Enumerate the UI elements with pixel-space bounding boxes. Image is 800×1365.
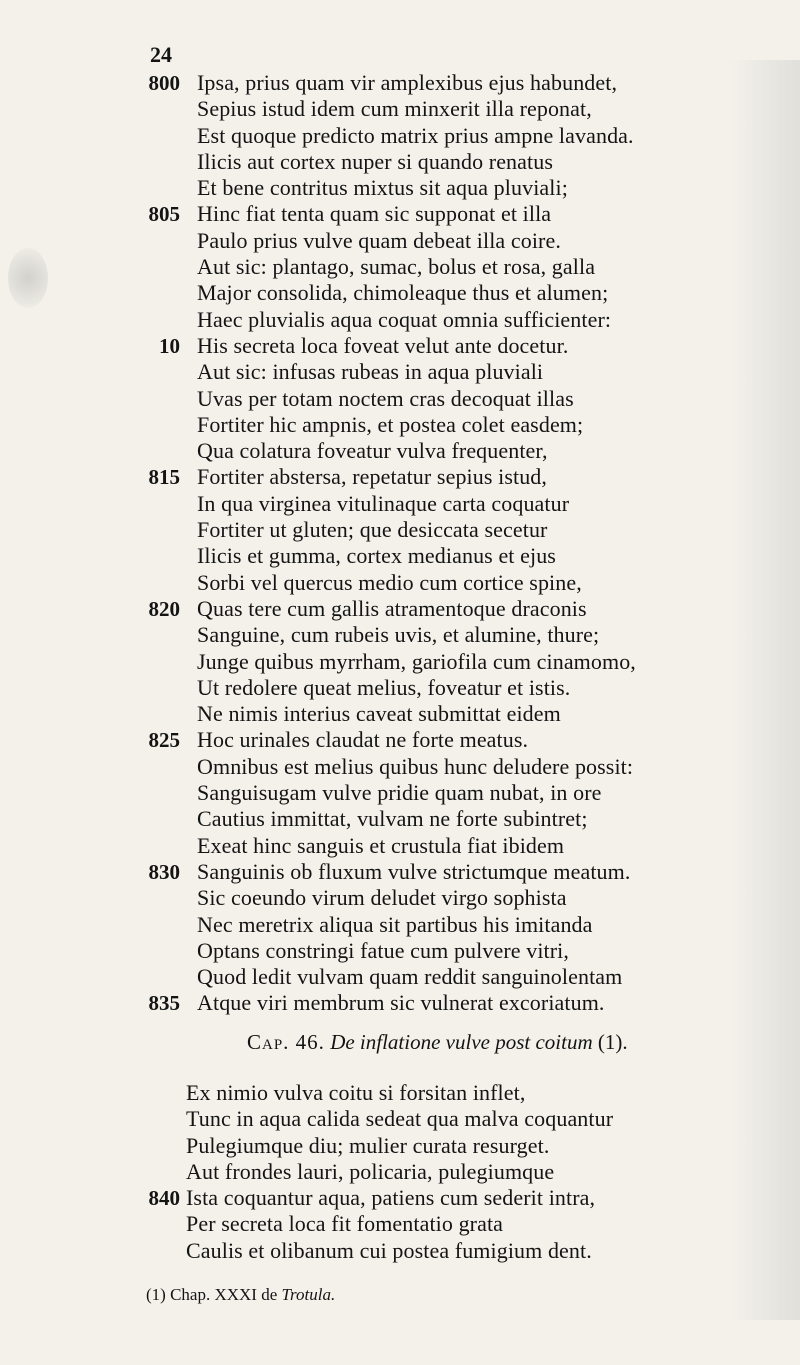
- verse-text: Sorbi vel quercus medio cum cortice spine,: [197, 569, 582, 595]
- verse-text: Ista coquantur aqua, patiens cum sederit intra,: [186, 1185, 596, 1211]
- verse-text: Fortiter ut gluten; que desiccata secetur: [197, 517, 548, 543]
- verse-line: [0, 675, 800, 701]
- verse-text: Quas tere cum gallis atramentoque draconis: [197, 595, 587, 621]
- verse-line: [0, 543, 800, 569]
- chapter-note-ref: (1).: [597, 1030, 628, 1054]
- verse-line: [0, 359, 800, 385]
- verse-text: Major consolida, chimoleaque thus et alumen;: [197, 280, 609, 306]
- footnote-source: Trotula.: [281, 1285, 336, 1304]
- verse-text: Ilicis et gumma, cortex medianus et ejus: [197, 543, 556, 569]
- verse-number: 800: [148, 71, 180, 95]
- footnote-marker: (1): [146, 1285, 166, 1304]
- verse-text: Paulo prius vulve quam debeat illa coire.: [197, 227, 561, 253]
- verse-line: [0, 386, 800, 412]
- verse-number: 830: [148, 859, 180, 884]
- verse-text: Hoc urinales claudat ne forte meatus.: [197, 727, 529, 753]
- verse-number: 805: [148, 202, 180, 227]
- verse-text: Aut sic: infusas rubeas in aqua pluviali: [197, 359, 544, 385]
- verse-text: Omnibus est melius quibus hunc deludere possit:: [197, 753, 634, 779]
- page-number: 24: [150, 42, 172, 67]
- verse-line: [0, 307, 800, 333]
- verse-line: [0, 1080, 800, 1106]
- verse-number: 840: [148, 1186, 180, 1211]
- verse-line: [0, 228, 800, 254]
- footnote-text: Chap. XXXI de: [170, 1285, 278, 1304]
- verse-text: Ipsa, prius quam vir amplexibus ejus habundet,: [197, 70, 618, 95]
- verse-line: [0, 149, 800, 175]
- verse-line: [0, 201, 800, 227]
- verse-number: 10: [159, 333, 180, 358]
- verse-line: [0, 806, 800, 832]
- verse-text: Nec meretrix aliqua sit partibus his imitanda: [197, 911, 593, 937]
- chapter-title: De inflatione vulve post coitum: [330, 1030, 593, 1054]
- verse-text: Aut sic: plantago, sumac, bolus et rosa, galla: [197, 254, 596, 280]
- verse-line: [0, 701, 800, 727]
- verse-line: [0, 123, 800, 149]
- verse-line: [0, 96, 800, 122]
- verse-text: Ne nimis interius caveat submittat eidem: [197, 701, 561, 727]
- verse-line: [0, 70, 800, 96]
- verse-text: Ilicis aut cortex nuper si quando renatus: [197, 148, 553, 174]
- verse-text: Haec pluvialis aqua coquat omnia sufficienter:: [197, 306, 612, 332]
- verse-line: [0, 438, 800, 464]
- verse-text: Exeat hinc sanguis et crustula fiat ibidem: [197, 832, 565, 858]
- verse-text: Aut frondes lauri, policaria, pulegiumque: [186, 1158, 555, 1184]
- verse-text: His secreta loca foveat velut ante docetur.: [197, 332, 569, 358]
- verse-line: [0, 622, 800, 648]
- verse-line: [0, 780, 800, 806]
- verse-line: [0, 570, 800, 596]
- verse-line: [0, 333, 800, 359]
- verse-text: Sanguinis ob fluxum vulve strictumque meatum.: [197, 858, 631, 884]
- verse-text: Hinc fiat tenta quam sic supponat et illa: [197, 201, 552, 227]
- verse-text: Sepius istud idem cum minxerit illa reponat,: [197, 96, 592, 122]
- verse-text: Est quoque predicto matrix prius ampne lavanda.: [197, 122, 634, 148]
- verse-line: [0, 727, 800, 753]
- verse-number: 825: [148, 728, 180, 753]
- verse-number: 820: [148, 596, 180, 621]
- verse-block-2: [0, 1080, 800, 1264]
- verse-text: Caulis et olibanum cui postea fumigium dent.: [186, 1237, 592, 1263]
- verse-line: [0, 596, 800, 622]
- verse-line: [0, 517, 800, 543]
- verse-line: [0, 1185, 800, 1211]
- verse-number: 815: [148, 465, 180, 490]
- verse-line: [0, 1106, 800, 1132]
- verse-text: Fortiter abstersa, repetatur sepius istud,: [197, 464, 548, 490]
- verse-line: [0, 254, 800, 280]
- verse-text: Pulegiumque diu; mulier curata resurget.: [186, 1132, 550, 1158]
- verse-text: Tunc in aqua calida sedeat qua malva coquantur: [186, 1106, 614, 1132]
- verse-line: [0, 491, 800, 517]
- verse-line: [0, 464, 800, 490]
- verse-text: Junge quibus myrrham, gariofila cum cinamomo,: [197, 648, 636, 674]
- verse-line: [0, 1238, 800, 1264]
- verse-text: Fortiter hic ampnis, et postea colet easdem;: [197, 411, 584, 437]
- verse-text: In qua virginea vitulinaque carta coquatur: [197, 490, 570, 516]
- verse-line: [0, 964, 800, 990]
- verse-line: [0, 1211, 800, 1237]
- verse-text: Sanguisugam vulve pridie quam nubat, in ore: [197, 780, 602, 806]
- chapter-heading: [247, 1030, 628, 1055]
- verse-text: Quod ledit vulvam quam reddit sanguinolentam: [197, 964, 623, 990]
- verse-text: Cautius immittat, vulvam ne forte subintret;: [197, 806, 588, 832]
- verse-text: Per secreta loca fit fomentatio grata: [186, 1211, 504, 1237]
- footnote: [146, 1285, 335, 1305]
- verse-line: [0, 412, 800, 438]
- verse-text: Et bene contritus mixtus sit aqua pluviali;: [197, 175, 568, 201]
- verse-line: [0, 1159, 800, 1185]
- verse-text: Ex nimio vulva coitu si forsitan inflet,: [186, 1080, 526, 1105]
- verse-text: Qua colatura foveatur vulva frequenter,: [197, 438, 548, 464]
- verse-line: [0, 938, 800, 964]
- verse-line: [0, 859, 800, 885]
- verse-line: [0, 1133, 800, 1159]
- verse-text: Atque viri membrum sic vulnerat excoriatum.: [197, 990, 605, 1016]
- verse-line: [0, 990, 800, 1016]
- verse-line: [0, 885, 800, 911]
- chapter-label: Cap. 46.: [247, 1030, 325, 1054]
- verse-number: 835: [148, 991, 180, 1016]
- verse-text: Uvas per totam noctem cras decoquat illas: [197, 385, 574, 411]
- verse-block: [0, 70, 800, 1017]
- verse-text: Sanguine, cum rubeis uvis, et alumine, thure;: [197, 622, 600, 648]
- verse-line: [0, 175, 800, 201]
- verse-line: [0, 912, 800, 938]
- verse-line: [0, 754, 800, 780]
- verse-text: Optans constringi fatue cum pulvere vitri,: [197, 937, 569, 963]
- verse-line: [0, 833, 800, 859]
- verse-line: [0, 649, 800, 675]
- verse-text: Sic coeundo virum deludet virgo sophista: [197, 885, 567, 911]
- verse-line: [0, 280, 800, 306]
- verse-text: Ut redolere queat melius, foveatur et istis.: [197, 674, 571, 700]
